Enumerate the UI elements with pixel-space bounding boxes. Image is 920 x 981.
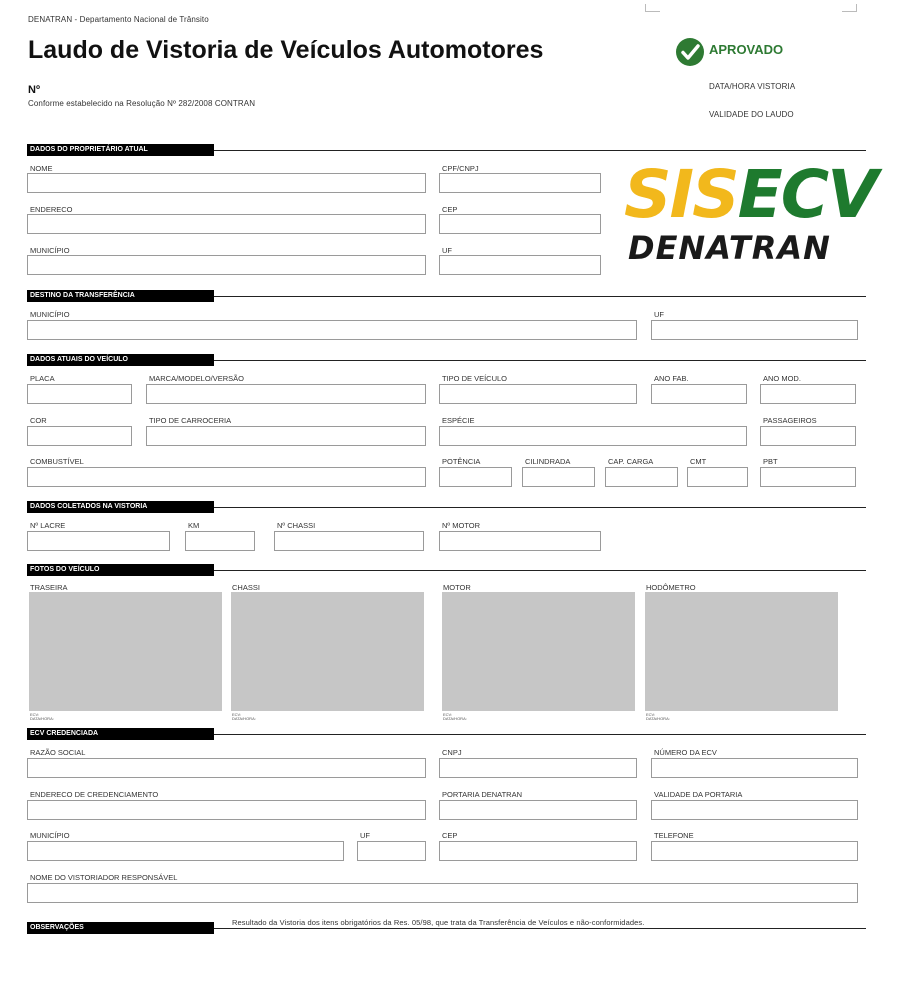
label-dest-city: MUNICÍPIO <box>30 310 70 319</box>
label-displacement: CILINDRADA <box>525 457 571 466</box>
logo-denatran: DENATRAN <box>628 229 831 267</box>
brand-field[interactable] <box>146 384 426 404</box>
label-address: ENDERECO <box>30 205 73 214</box>
power-field[interactable] <box>439 467 512 487</box>
photo-odometer <box>645 592 838 711</box>
section-ecv-header: ECV CREDENCIADA <box>27 728 214 740</box>
label-photo-odometer: HODÔMETRO <box>646 583 696 592</box>
address-field[interactable] <box>27 214 426 234</box>
ecv-cnpj-field[interactable] <box>439 758 637 778</box>
year-fab-field[interactable] <box>651 384 747 404</box>
section-divider <box>214 570 866 571</box>
label-engine: Nº MOTOR <box>442 521 481 530</box>
label-cpf: CPF/CNPJ <box>442 164 479 173</box>
crop-mark-left <box>645 4 660 12</box>
section-divider <box>214 928 866 929</box>
cpf-field[interactable] <box>439 173 601 193</box>
label-ordinance: PORTARIA DENATRAN <box>442 790 523 799</box>
label-plate: PLACA <box>30 374 55 383</box>
label-color: COR <box>30 416 47 425</box>
crop-mark-right <box>842 4 857 12</box>
seal-field[interactable] <box>27 531 170 551</box>
logo-sis: SISECV <box>624 156 877 233</box>
label-cmt: CMT <box>690 457 707 466</box>
status-badge: APROVADO <box>709 42 784 57</box>
label-ecv-cep: CEP <box>442 831 458 840</box>
sisecv-logo <box>624 156 877 273</box>
cmt-field[interactable] <box>687 467 748 487</box>
label-city: MUNICÍPIO <box>30 246 70 255</box>
company-field[interactable] <box>27 758 426 778</box>
label-company: RAZÃO SOCIAL <box>30 748 86 757</box>
label-ordinance-validity: VALIDADE DA PORTARIA <box>654 790 743 799</box>
color-field[interactable] <box>27 426 132 446</box>
uf-field[interactable] <box>439 255 601 275</box>
label-species: ESPÉCIE <box>442 416 475 425</box>
label-uf: UF <box>442 246 452 255</box>
label-seal: Nº LACRE <box>30 521 66 530</box>
photo-engine <box>442 592 635 711</box>
resolution-text: Conforme estabelecido na Resolução Nº 282/2008 CONTRAN <box>28 99 256 108</box>
section-owner-header: DADOS DO PROPRIETÁRIO ATUAL <box>27 144 214 156</box>
section-divider <box>214 360 866 361</box>
label-passengers: PASSAGEIROS <box>763 416 817 425</box>
label-type: TIPO DE VEÍCULO <box>442 374 508 383</box>
label-cep: CEP <box>442 205 458 214</box>
report-number-label: Nº <box>28 84 40 96</box>
section-photos-header: FOTOS DO VEÍCULO <box>27 564 214 576</box>
inspector-field[interactable] <box>27 883 858 903</box>
pbt-field[interactable] <box>760 467 856 487</box>
section-destination-header: DESTINO DA TRANSFERÊNCIA <box>27 290 214 302</box>
datetime-label: DATA/HORA VISTORIA <box>709 82 796 91</box>
label-photo-rear: TRASEIRA <box>30 583 68 592</box>
section-vehicle-header: DADOS ATUAIS DO VEÍCULO <box>27 354 214 366</box>
type-field[interactable] <box>439 384 637 404</box>
label-brand: MARCA/MODELO/VERSÃO <box>149 374 245 383</box>
label-ecv-uf: UF <box>360 831 370 840</box>
photo-rear <box>29 592 222 711</box>
label-load: CAP. CARGA <box>608 457 654 466</box>
fuel-field[interactable] <box>27 467 426 487</box>
section-divider <box>214 507 866 508</box>
ordinance-field[interactable] <box>439 800 637 820</box>
ordinance-validity-field[interactable] <box>651 800 858 820</box>
label-year-mod: ANO MOD. <box>763 374 801 383</box>
agency-name: DENATRAN - Departamento Nacional de Trânsito <box>28 15 209 24</box>
label-photo-chassis: CHASSI <box>232 583 260 592</box>
km-field[interactable] <box>185 531 255 551</box>
label-ecv-number: NÚMERO DA ECV <box>654 748 717 757</box>
phone-field[interactable] <box>651 841 858 861</box>
label-body: TIPO DE CARROCERIA <box>149 416 232 425</box>
label-dest-uf: UF <box>654 310 664 319</box>
body-field[interactable] <box>146 426 426 446</box>
label-phone: TELEFONE <box>654 831 694 840</box>
label-fuel: COMBUSTÍVEL <box>30 457 84 466</box>
displacement-field[interactable] <box>522 467 595 487</box>
section-divider <box>214 296 866 297</box>
ecv-uf-field[interactable] <box>357 841 426 861</box>
photo-odometer-caption: ECV: DATA/HORA: <box>646 712 670 721</box>
dest-city-field[interactable] <box>27 320 637 340</box>
section-divider <box>214 734 866 735</box>
validity-label: VALIDADE DO LAUDO <box>709 110 794 119</box>
species-field[interactable] <box>439 426 747 446</box>
photo-rear-caption: ECV: DATA/HORA: <box>30 712 54 721</box>
label-photo-engine: MOTOR <box>443 583 471 592</box>
engine-field[interactable] <box>439 531 601 551</box>
ecv-city-field[interactable] <box>27 841 344 861</box>
dest-uf-field[interactable] <box>651 320 858 340</box>
passengers-field[interactable] <box>760 426 856 446</box>
section-inspection-header: DADOS COLETADOS NA VISTORIA <box>27 501 214 513</box>
label-accreditation-address: ENDERECO DE CREDENCIAMENTO <box>30 790 159 799</box>
photo-chassis <box>231 592 424 711</box>
page-title: Laudo de Vistoria de Veículos Automotores <box>28 36 544 64</box>
section-observations-header: OBSERVAÇÕES <box>27 922 214 934</box>
year-mod-field[interactable] <box>760 384 856 404</box>
plate-field[interactable] <box>27 384 132 404</box>
photo-engine-caption: ECV: DATA/HORA: <box>443 712 467 721</box>
load-field[interactable] <box>605 467 678 487</box>
label-inspector: NOME DO VISTORIADOR RESPONSÁVEL <box>30 873 178 882</box>
label-km: KM <box>188 521 200 530</box>
check-icon <box>675 37 705 67</box>
name-field[interactable] <box>27 173 426 193</box>
ecv-number-field[interactable] <box>651 758 858 778</box>
label-power: POTÊNCIA <box>442 457 481 466</box>
label-name: NOME <box>30 164 53 173</box>
photo-chassis-caption: ECV: DATA/HORA: <box>232 712 256 721</box>
city-field[interactable] <box>27 255 426 275</box>
section-divider <box>214 150 866 151</box>
chassis-field[interactable] <box>274 531 424 551</box>
ecv-cep-field[interactable] <box>439 841 637 861</box>
label-chassis: Nº CHASSI <box>277 521 316 530</box>
label-year-fab: ANO FAB. <box>654 374 689 383</box>
accreditation-address-field[interactable] <box>27 800 426 820</box>
label-pbt: PBT <box>763 457 778 466</box>
label-ecv-cnpj: CNPJ <box>442 748 462 757</box>
observations-note: Resultado da Vistoria dos itens obrigatórios da Res. 05/98, que trata da Transferência de Veículos e não-conformidades. <box>232 918 645 927</box>
label-ecv-city: MUNICÍPIO <box>30 831 70 840</box>
cep-field[interactable] <box>439 214 601 234</box>
